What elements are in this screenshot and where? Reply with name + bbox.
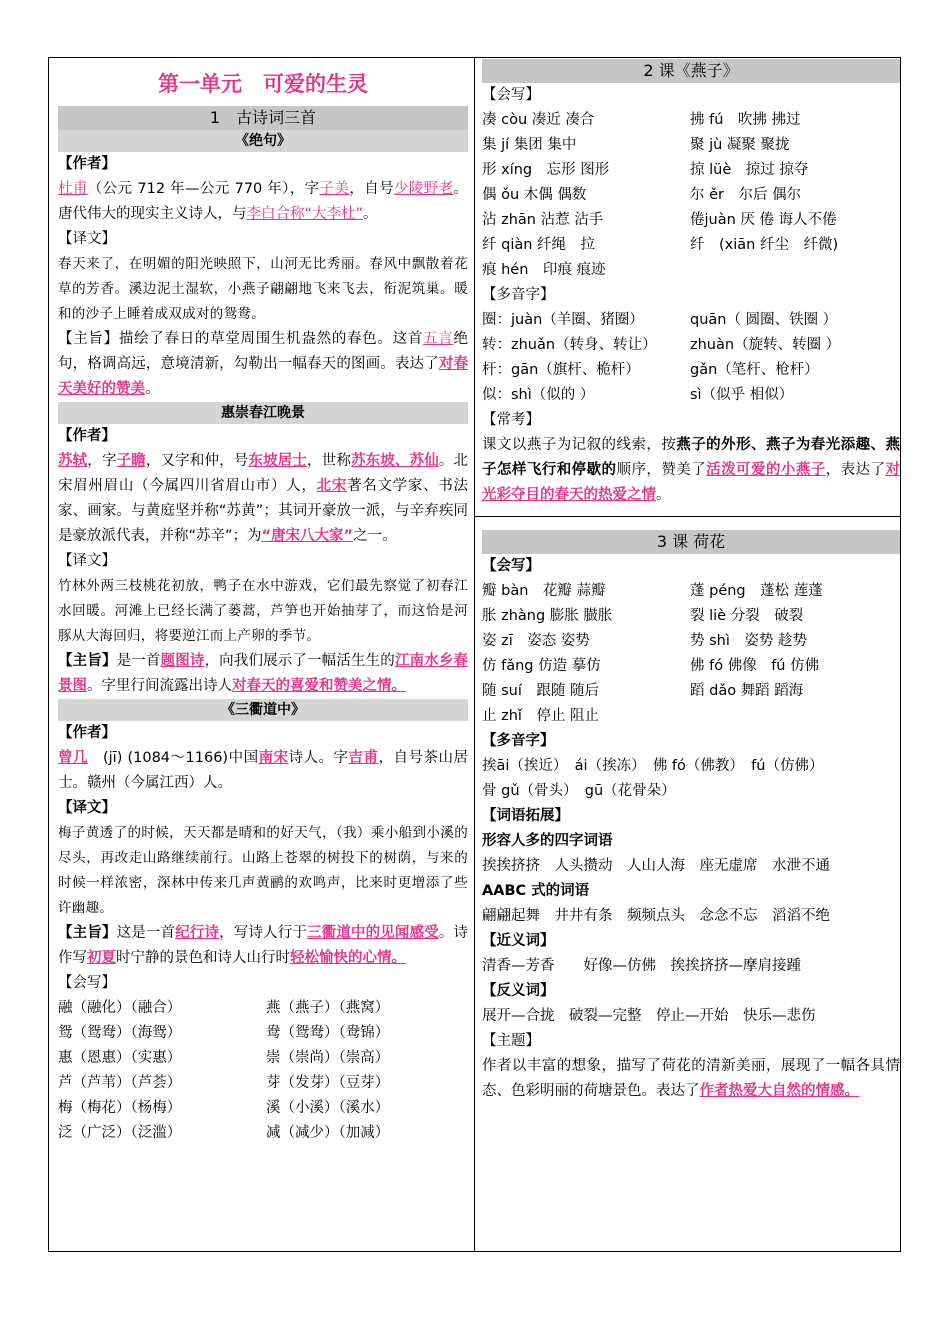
list-item: 芦（芦苇）（芦荟） 芽（发芽）（豆芽） bbox=[58, 1075, 390, 1091]
poem1-translation-tag: 【译文】 bbox=[58, 231, 116, 247]
poem2-author-tag: 【作者】 bbox=[58, 428, 116, 444]
lesson2-poly-list bbox=[482, 308, 900, 408]
list-item: 胀 zhàng 膨胀 臌胀 裂 liè 分裂 破裂 bbox=[482, 608, 804, 624]
list-item: 似：shì（似的 ） sì（似乎 相似） bbox=[482, 387, 794, 403]
poem3-translation-tag: 【译文】 bbox=[58, 800, 116, 816]
list-item: 止 zhǐ 停止 阻止 bbox=[482, 708, 600, 724]
lesson3-title: 3 课 荷花 bbox=[482, 530, 900, 554]
lesson2-section bbox=[482, 59, 900, 508]
list-item: 转：zhuǎn（转身、转让） zhuàn（旋转、转圈 ） bbox=[482, 337, 841, 353]
lesson3-poly-line-2: 骨 gǔ（骨头） gū（花骨朵） bbox=[482, 783, 676, 799]
lesson3-synonym-tag: 【近义词】 bbox=[482, 933, 555, 949]
list-item: 泛（广泛）（泛滥） 减（减少）（加减） bbox=[58, 1125, 390, 1141]
list-item: 融（融化）（融合） 燕（燕子）（燕窝） bbox=[58, 1000, 390, 1016]
poem3-translation: 梅子黄透了的时候，天天都是晴和的好天气，（我）乘小船到小溪的尽头，再改走山路继续前行。山路上苍翠的树投下的树荫，与来的时候一样浓密，深林中传来几声黄鹂的欢鸣声，比来时更增添了些许幽趣。 bbox=[58, 825, 468, 916]
poem3-write-list bbox=[58, 996, 468, 1146]
unit-title: 第一单元 可爱的生灵 bbox=[158, 72, 368, 96]
list-item: 惠（恩惠）（实惠） 崇（崇尚）（崇高） bbox=[58, 1050, 390, 1066]
poem1-author: 杜甫（公元 712 年—公元 770 年），字子美，自号少陵野老。唐代伟大的现实主义诗人，与李白合称“大李杜”。 bbox=[58, 181, 468, 222]
lesson3-synonyms: 清香—芳香 好像—仿佛 挨挨挤挤—摩肩接踵 bbox=[482, 958, 801, 974]
poem2-translation-tag: 【译文】 bbox=[58, 553, 116, 569]
poem3-theme: 【主旨】这是一首纪行诗，写诗人行于三衢道中的见闻感受。诗作写初夏时宁静的景色和诗人山行时轻松愉快的心情。 bbox=[58, 925, 469, 966]
poem3-write-tag: 【会写】 bbox=[58, 975, 116, 991]
list-item: 集 jí 集团 集中 聚 jù 凝聚 聚拢 bbox=[482, 137, 790, 153]
lesson3-theme-tag: 【主题】 bbox=[482, 1033, 540, 1049]
lesson3-theme: 作者以丰富的想象，描写了荷花的清新美丽，展现了一幅各具情态、色彩明丽的荷塘景色。表达了作者热爱大自然的情感。 bbox=[482, 1058, 900, 1099]
list-item: 仿 fǎng 仿造 摹仿 佛 fó 佛像 fú 仿佛 bbox=[482, 658, 820, 674]
poem2-author: 苏轼，字子瞻，又字和仲，号东坡居士，世称苏东坡、苏仙。北宋眉州眉山（今属四川省眉山市）人，北宋著名文学家、书法家、画家。与黄庭坚并称“苏黄”；其词开豪放一派，与辛弃疾同是豪放派代表，并称“苏辛”；为“唐宋八大家”之一。 bbox=[58, 453, 469, 544]
lesson2-common-tag: 【常考】 bbox=[482, 412, 540, 428]
lesson2-write-tag: 【会写】 bbox=[482, 87, 540, 103]
lesson3-write-list bbox=[482, 579, 900, 729]
lesson3-antonyms: 展开—合拢 破裂—完整 停止—开始 快乐—悲伤 bbox=[482, 1008, 816, 1024]
list-item: 杆：gān（旗杆、桅杆） gǎn（笔杆、枪杆） bbox=[482, 362, 819, 378]
left-column bbox=[58, 62, 468, 1146]
lesson3-antonym-tag: 【反义词】 bbox=[482, 983, 555, 999]
lesson3-expand-line-2: 翩翩起舞 井井有条 频频点头 念念不忘 滔滔不绝 bbox=[482, 908, 830, 924]
lesson3-write-tag: 【会写】 bbox=[482, 558, 540, 574]
list-item: 姿 zī 姿态 姿势 势 shì 姿势 趁势 bbox=[482, 633, 807, 649]
lesson2-write-list bbox=[482, 108, 900, 283]
poem1-theme: 【主旨】描绘了春日的草堂周围生机盎然的春色。这首五言绝句，格调高远，意境清新，勾勒出一幅春天的图画。表达了对春天美好的赞美。 bbox=[58, 331, 469, 397]
list-item: 圈：juàn（羊圈、猪圈） quān（ 圆圈、铁圈 ） bbox=[482, 312, 838, 328]
lesson2-common: 课文以燕子为记叙的线索，按燕子的外形、燕子为春光添趣、燕子怎样飞行和停歇的顺序，赞美了活泼可爱的小燕子，表达了对光彩夺目的春天的热爱之情。 bbox=[482, 437, 901, 503]
lesson1-title: 1 古诗词三首 bbox=[58, 106, 468, 130]
list-item: 纤 qiàn 纤绳 拉 纤 (xiān 纤尘 纤微) bbox=[482, 237, 839, 253]
list-item: 痕 hén 印痕 痕迹 bbox=[482, 262, 606, 278]
poem1-translation: 春天来了，在明媚的阳光映照下，山河无比秀丽。春风中飘散着花草的芳香。溪边泥土湿软，小燕子翩翩地飞来飞去，衔泥筑巢。暖和的沙子上睡着成双成对的鸳鸯。 bbox=[58, 256, 468, 322]
poem2-translation: 竹林外两三枝桃花初放，鸭子在水中游戏，它们最先察觉了初春江水回暖。河滩上已经长满了蒌蒿，芦笋也开始抽芽了，而这恰是河豚从大海回归，将要逆江而上产卵的季节。 bbox=[58, 578, 468, 644]
lesson3-expand-line-1: 挨挨挤挤 人头攒动 人山人海 座无虚席 水泄不通 bbox=[482, 858, 830, 874]
poem3-author-tag: 【作者】 bbox=[58, 725, 116, 741]
lesson3-section bbox=[482, 530, 900, 1104]
list-item: 形 xíng 忘形 图形 掠 lüè 掠过 掠夺 bbox=[482, 162, 809, 178]
poem3-title: 《三衢道中》 bbox=[58, 699, 468, 721]
lesson3-poly-line-1: 挨āi（挨近） ái（挨冻） 佛 fó（佛教） fú（仿佛） bbox=[482, 758, 824, 774]
poem2-title: 惠崇春江晚景 bbox=[58, 402, 468, 424]
lesson3-poly-tag: 【多音字】 bbox=[482, 733, 555, 749]
poem3-author: 曾几 (jī) (1084～1166)中国南宋诗人。字吉甫，自号茶山居士。赣州（今属江西）人。 bbox=[58, 750, 469, 791]
lesson2-title: 2 课《燕子》 bbox=[482, 59, 900, 83]
list-item: 鸳（鸳鸯）（海鸳） 鸯（鸳鸯）（鸯锦） bbox=[58, 1025, 390, 1041]
list-item: 凑 còu 凑近 凑合 拂 fú 吹拂 拂过 bbox=[482, 112, 801, 128]
poem2-theme: 【主旨】是一首题图诗，向我们展示了一幅活生生的江南水乡春景图。字里行间流露出诗人对春天的喜爱和赞美之情。 bbox=[58, 653, 469, 694]
right-section-divider bbox=[474, 516, 901, 517]
list-item: 梅（梅花）（杨梅） 溪（小溪）（溪水） bbox=[58, 1100, 390, 1116]
list-item: 随 suí 跟随 随后 蹈 dǎo 舞蹈 蹈海 bbox=[482, 683, 804, 699]
poem1-author-tag: 【作者】 bbox=[58, 156, 116, 172]
lesson3-expand-heading-2: AABC 式的词语 bbox=[482, 883, 590, 899]
list-item: 沾 zhān 沾惹 沾手 倦juàn 厌 倦 诲人不倦 bbox=[482, 212, 837, 228]
poem1-title: 《绝句》 bbox=[58, 130, 468, 152]
lesson3-expand-tag: 【词语拓展】 bbox=[482, 808, 569, 824]
lesson2-poly-tag: 【多音字】 bbox=[482, 287, 555, 303]
column-divider bbox=[474, 57, 475, 1252]
list-item: 偶 ǒu 木偶 偶数 尔 ěr 尔后 偶尔 bbox=[482, 187, 802, 203]
lesson3-expand-heading-1: 形容人多的四字词语 bbox=[482, 833, 613, 849]
list-item: 瓣 bàn 花瓣 蒜瓣 蓬 péng 蓬松 莲蓬 bbox=[482, 583, 823, 599]
